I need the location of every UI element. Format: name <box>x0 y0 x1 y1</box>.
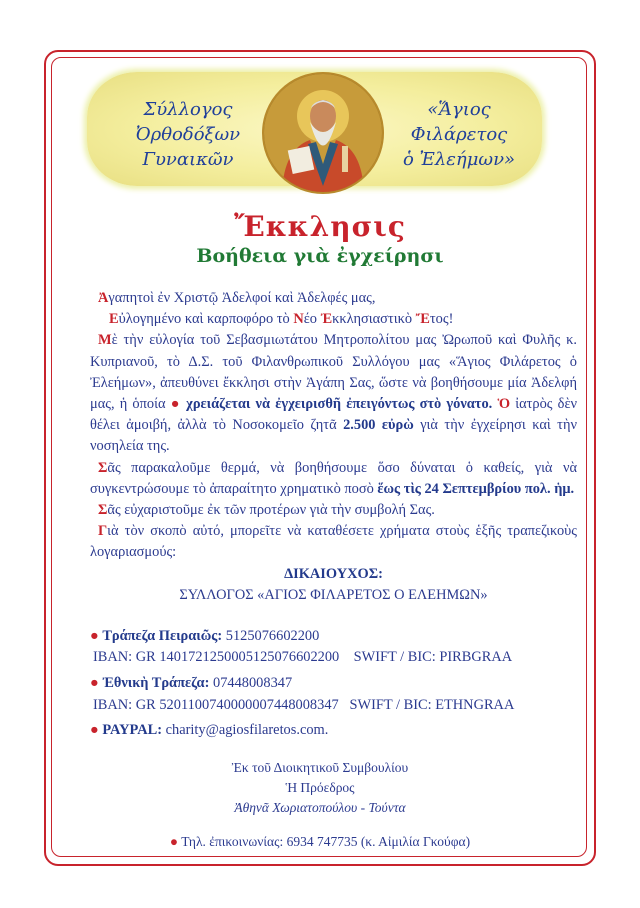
bank-ethniki-iban: IBAN: GR 5201100740000007448008347 SWIFT / BIC: ETHNGRAA <box>93 697 515 713</box>
bank-piraeus-iban: IBAN: GR 1401721250005125076602200 SWIFT / BIC: PIRBGRAA <box>93 649 513 665</box>
beneficiary-name: ΣΥΛΛΟΓΟΣ «ΑΓΙΟΣ ΦΙΛΑΡΕΤΟΣ Ο ΕΛΕΗΜΩΝ» <box>179 586 488 603</box>
header-right-text: «Ἅγιος Φιλάρετος ὁ Ἐλεήμων» <box>402 99 516 170</box>
signature-board: Ἐκ τοῦ Διοικητικοῦ Συμβουλίου <box>231 760 409 775</box>
page-title: Ἔκκλησις <box>234 210 406 243</box>
greeting: Ἀγαπητοὶ ἐν Χριστῷ Ἀδελφοί καὶ Ἀδελφές μας, <box>98 290 376 306</box>
new-year-wish: Εὐλογημένο καὶ καρποφόρο τὸ Νέο Ἐκκλησιαστικὸ Ἔτος! <box>109 311 454 328</box>
bullet-icon: ● <box>169 834 179 849</box>
paypal-email-link[interactable]: charity@agiosfilaretos.com. <box>165 722 329 738</box>
paragraph-accounts: Γιὰ τὸν σκοπὸ αὐτό, μπορεῖτε νὰ καταθέσετε χρήματα στοὺς ἑξῆς τραπεζικοὺς λογαριασμούς: <box>90 523 577 561</box>
bank-ethniki: ● Ἐθνικὴ Τράπεζα: 07448008347 <box>90 675 293 691</box>
paragraph-request: Μὲ τὴν εὐλογία τοῦ Σεβασμιωτάτου Μητροπολίτου μας Ὠρωποῦ καὶ Φυλῆς κ. Κυπριανοῦ, τὸ Δ.Σ. τοῦ Φιλανθρωπικοῦ Συλλόγου μας «Ἅγιος Φιλάρετος ὁ Ἐλεήμων», ἀπευθύνει ἔκκλησι στὴν Ἀγάπη Σας, ὥστε νὰ βοηθήσουμε μία Ἀδελφή μας, ἡ ὁποία ● χρειάζεται νὰ ἐγχειρισθῆ ἐπειγόντως στὸ γόνατο. Ὁ ἰατρὸς δὲν θέλει ἀμοιβή, ἀλλὰ τὸ Νοσοκομεῖο ζητᾶ 2.500 εὐρὼ γιὰ τὴν ἐγχείρησι καὶ τὴν νοσηλεία της. <box>90 332 578 455</box>
bullet-icon: ● <box>90 628 99 644</box>
bank-piraeus: ● Τράπεζα Πειραιῶς: 5125076602200 <box>90 628 320 644</box>
beneficiary-label: ΔΙΚΑΙΟΥΧΟΣ: <box>284 565 383 582</box>
header-left-text: Σύλλογος Ὀρθοδόξων Γυναικῶν <box>135 99 241 170</box>
bullet-icon: ● <box>90 675 99 691</box>
letter-body <box>90 288 577 606</box>
paypal: ● PAYPAL: charity@agiosfilaretos.com. <box>90 722 329 738</box>
contact-line: ● Τηλ. ἐπικοινωνίας: 6934 747735 (κ. Αἰμιλία Γκούφα) <box>169 834 471 849</box>
paragraph-thanks: Σᾶς εὐχαριστοῦμε ἐκ τῶν προτέρων γιὰ τὴν συμβολή Σας. <box>98 502 435 519</box>
signature-name: Ἀθηνᾶ Χωριατοπούλου - Τούντα <box>234 800 406 815</box>
page-subtitle: Βοήθεια γιὰ ἐγχείρησι <box>196 245 444 267</box>
signature-role: Ἡ Πρόεδρος <box>285 780 355 795</box>
bullet-icon: ● <box>90 722 99 738</box>
saint-icon <box>262 72 384 194</box>
paragraph-plea: Σᾶς παρακαλοῦμε θερμά, νὰ βοηθήσουμε ὅσο δύναται ὁ καθείς, γιὰ νὰ συγκεντρώσουμε τὸ ἀπαραίτητο χρηματικὸ ποσὸ ἕως τὶς 24 Σεπτεμβρίου πολ. ἡμ. <box>90 459 577 497</box>
bullet-icon: ● <box>170 396 181 413</box>
